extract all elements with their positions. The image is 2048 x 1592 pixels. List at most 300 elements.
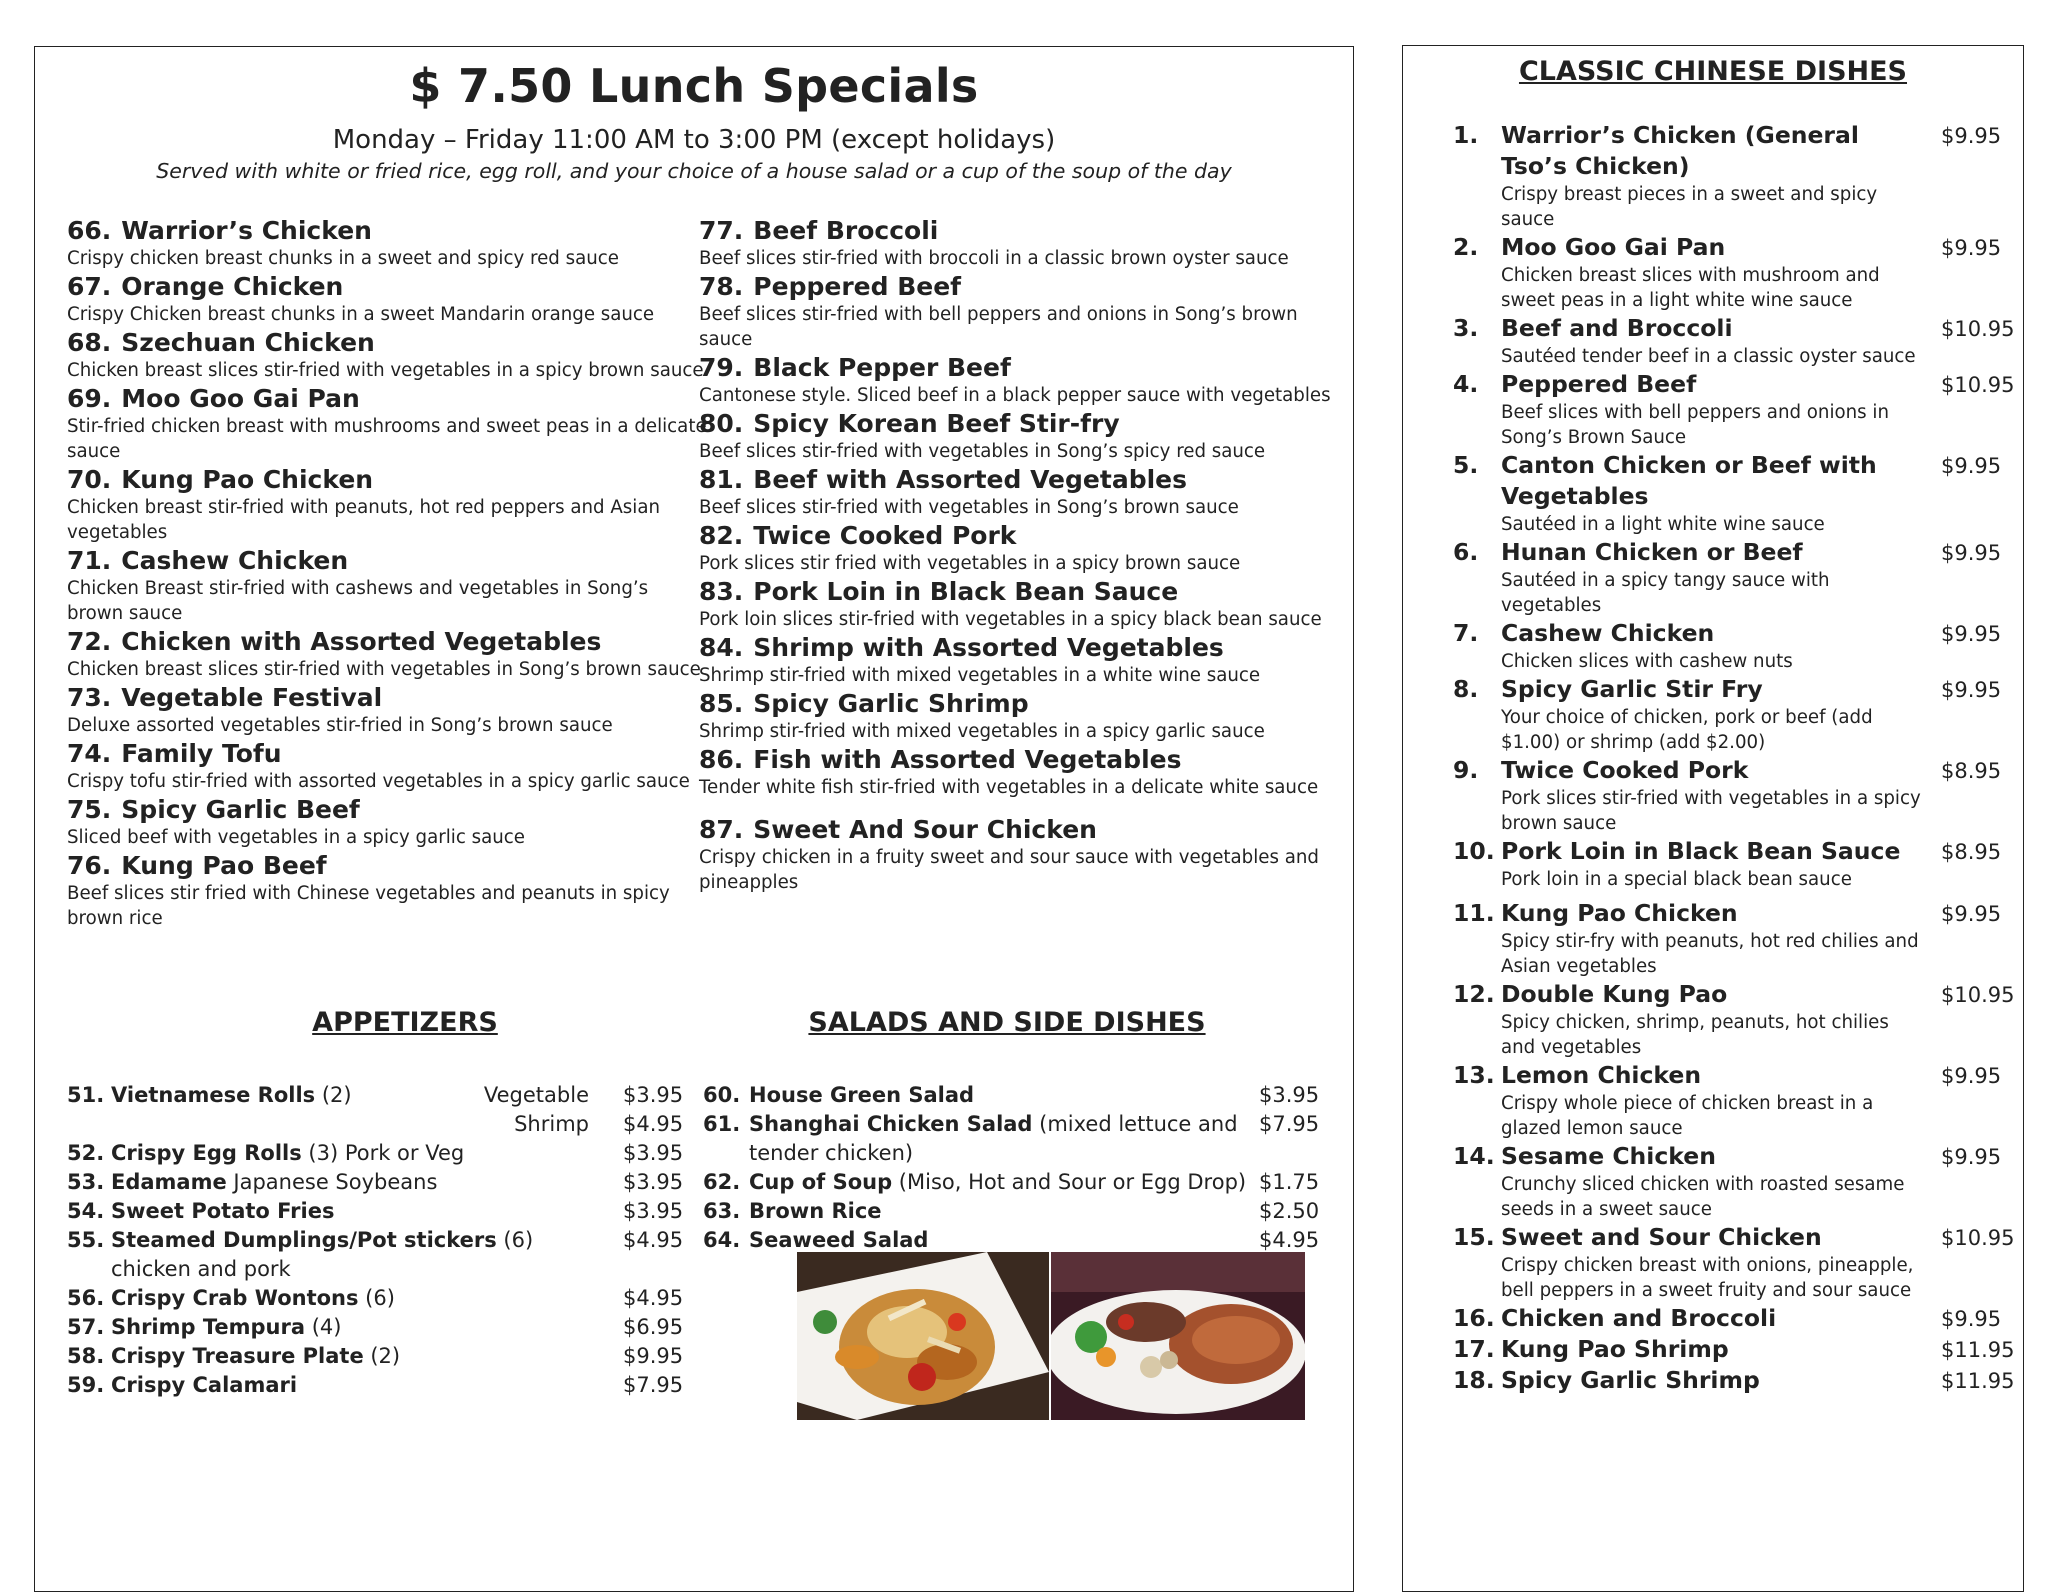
item-number: 16. <box>1453 1304 1495 1332</box>
item-price: $4.95 <box>1259 1228 1320 1252</box>
item-description: Beef slices stir-fried with vegetables in Song’s spicy red sauce <box>699 441 1266 462</box>
lunch-special-title <box>67 545 707 576</box>
classic-dish-item <box>1453 1141 2013 1222</box>
classic-dish-item <box>1453 1222 2013 1303</box>
item-description: Shrimp stir-fried with mixed vegetables in a white wine sauce <box>699 665 1261 686</box>
item-name: Peppered Beef <box>753 272 962 301</box>
item-number: 9. <box>1453 756 1479 784</box>
salads-list <box>703 1081 1323 1255</box>
item-name: Sweet And Sour Chicken <box>753 815 1097 844</box>
lunch-special-item <box>699 520 1349 576</box>
item-name: Spicy Garlic Shrimp <box>753 689 1029 718</box>
item-description: Beef slices stir-fried with vegetables in Song’s brown sauce <box>699 497 1239 518</box>
lunch-special-title <box>67 626 707 657</box>
item-description: Beef slices stir-fried with bell peppers and onions in Song’s brown sauce <box>699 304 1298 350</box>
lunch-special-title <box>699 814 1349 845</box>
item-price: $3.95 <box>1259 1083 1320 1107</box>
item-name: Spicy Garlic Shrimp <box>1501 1366 1760 1394</box>
lunch-special-title <box>699 408 1349 439</box>
lunch-specials-panel <box>34 46 1354 1592</box>
lunch-special-item <box>67 738 707 794</box>
item-extra: (2) <box>363 1344 401 1368</box>
item-text <box>111 1081 352 1110</box>
item-number: 66. <box>67 216 112 245</box>
item-name: Szechuan Chicken <box>121 328 375 357</box>
lunch-special-item <box>67 682 707 738</box>
classic-dish-item <box>1453 898 2013 979</box>
item-name: Kung Pao Beef <box>121 851 327 880</box>
item-number: 18. <box>1453 1366 1495 1394</box>
item-name: Canton Chicken or Beef with Vegetables <box>1501 451 1877 510</box>
item-name: Twice Cooked Pork <box>1501 756 1749 784</box>
appetizer-row <box>67 1081 687 1110</box>
item-text <box>111 1371 297 1400</box>
item-extra: tender chicken) <box>749 1141 914 1165</box>
classic-dish-item <box>1453 450 2013 537</box>
item-description: Chicken breast slices stir-fried with vegetables in Song’s brown sauce <box>67 659 701 680</box>
item-name: Kung Pao Chicken <box>121 465 374 494</box>
item-description: Pork slices stir fried with vegetables in a spicy brown sauce <box>699 553 1241 574</box>
item-variant: Vegetable <box>483 1083 589 1107</box>
item-price: $3.95 <box>623 1170 684 1194</box>
item-price: $9.95 <box>1941 678 2002 702</box>
lunch-special-title <box>699 688 1349 719</box>
lunch-special-item <box>699 744 1349 800</box>
appetizers-heading: APPETIZERS <box>312 1007 498 1038</box>
lunch-special-title <box>699 215 1349 246</box>
item-name: Seaweed Salad <box>749 1228 929 1252</box>
glazed-fish-photo <box>1051 1252 1305 1420</box>
item-number: 10. <box>1453 837 1495 865</box>
item-number: 5. <box>1453 451 1479 479</box>
item-name: Pork Loin in Black Bean Sauce <box>1501 837 1901 865</box>
item-price: $8.95 <box>1941 759 2002 783</box>
item-price: $4.95 <box>623 1112 684 1136</box>
item-number: 51. <box>67 1083 105 1107</box>
item-number: 60. <box>703 1083 741 1107</box>
lunch-special-title <box>699 464 1349 495</box>
item-name: Family Tofu <box>121 739 282 768</box>
lunch-special-title <box>67 271 707 302</box>
item-name: Moo Goo Gai Pan <box>121 384 360 413</box>
item-text <box>749 1168 1246 1197</box>
item-number: 4. <box>1453 370 1479 398</box>
item-description: Beef slices stir fried with Chinese vegetables and peanuts in spicy brown rice <box>67 883 670 929</box>
item-text <box>111 1139 464 1168</box>
lunch-special-item <box>699 215 1349 271</box>
lunch-special-item <box>67 215 707 271</box>
item-number: 84. <box>699 633 744 662</box>
lunch-special-item <box>699 688 1349 744</box>
salads-heading: SALADS AND SIDE DISHES <box>808 1007 1206 1038</box>
item-number: 8. <box>1453 675 1479 703</box>
item-number: 1. <box>1453 121 1479 149</box>
item-text <box>749 1110 1238 1139</box>
item-name: Vietnamese Rolls <box>111 1083 316 1107</box>
item-description: Crispy breast pieces in a sweet and spicy sauce <box>1501 184 1878 230</box>
classic-dish-item <box>1453 755 2013 836</box>
item-extra: (2) <box>315 1083 352 1107</box>
classic-dish-item <box>1453 1334 2013 1365</box>
item-description: Spicy chicken, shrimp, peanuts, hot chilies and vegetables <box>1501 1012 1889 1058</box>
classic-dish-item <box>1453 1303 2013 1334</box>
item-extra: Japanese Soybeans <box>226 1170 438 1194</box>
lunch-special-title <box>699 352 1349 383</box>
item-extra: (6) <box>358 1286 395 1310</box>
item-extra: (mixed lettuce and <box>1032 1112 1238 1136</box>
lunch-special-title <box>67 464 707 495</box>
item-text <box>111 1226 533 1255</box>
item-number: 17. <box>1453 1335 1495 1363</box>
classic-dishes-heading: CLASSIC CHINESE DISHES <box>1518 56 1908 87</box>
lunch-special-item <box>699 632 1349 688</box>
item-name: Cashew Chicken <box>1501 619 1715 647</box>
item-number: 77. <box>699 216 744 245</box>
item-description: Crispy Chicken breast chunks in a sweet Mandarin orange sauce <box>67 304 655 325</box>
item-number: 14. <box>1453 1142 1495 1170</box>
specials-left-column <box>67 215 707 931</box>
item-number: 69. <box>67 384 112 413</box>
item-price: $10.95 <box>1941 983 2015 1007</box>
appetizer-row <box>67 1226 687 1255</box>
item-description: Spicy stir-fry with peanuts, hot red chilies and Asian vegetables <box>1501 931 1919 977</box>
item-price: $8.95 <box>1941 840 2002 864</box>
classic-dishes-panel <box>1402 45 2024 1592</box>
item-name: Beef with Assorted Vegetables <box>753 465 1187 494</box>
item-text <box>111 1313 341 1342</box>
item-number: 3. <box>1453 314 1479 342</box>
appetizer-row <box>67 1284 687 1313</box>
item-number: 6. <box>1453 538 1479 566</box>
lunch-special-item <box>67 271 707 327</box>
item-description: Your choice of chicken, pork or beef (add $1.00) or shrimp (add $2.00) <box>1501 707 1873 753</box>
item-price: $9.95 <box>1941 124 2002 148</box>
appetizer-row <box>67 1197 687 1226</box>
classic-dish-item <box>1453 618 2013 674</box>
item-name: House Green Salad <box>749 1083 975 1107</box>
item-number: 2. <box>1453 233 1479 261</box>
item-name: Crispy Crab Wontons <box>111 1286 359 1310</box>
item-text <box>111 1168 437 1197</box>
lunch-special-title <box>699 744 1349 775</box>
lunch-special-title <box>67 327 707 358</box>
item-price: $10.95 <box>1941 317 2015 341</box>
lunch-specials-title: $ 7.50 Lunch Specials <box>409 59 979 113</box>
appetizer-row <box>67 1371 687 1400</box>
item-number: 86. <box>699 745 744 774</box>
item-price: $10.95 <box>1941 1226 2015 1250</box>
lunch-special-title <box>67 682 707 713</box>
appetizer-row <box>67 1313 687 1342</box>
item-name: Shanghai Chicken Salad <box>749 1112 1033 1136</box>
salad-row <box>703 1226 1323 1255</box>
item-name: Kung Pao Chicken <box>1501 899 1738 927</box>
item-name: Steamed Dumplings/Pot stickers <box>111 1228 497 1252</box>
item-name: Spicy Korean Beef Stir-fry <box>753 409 1120 438</box>
item-price: $3.95 <box>623 1141 684 1165</box>
item-description: Pork loin in a special black bean sauce <box>1501 869 1852 890</box>
item-price: $1.75 <box>1259 1170 1320 1194</box>
lunch-note: Served with white or fried rice, egg roll, and your choice of a house salad or a cup of the soup of the day <box>156 159 1232 183</box>
classic-dish-item <box>1453 1060 2013 1141</box>
lunch-special-item <box>67 327 707 383</box>
stir-fry-photo <box>797 1252 1049 1420</box>
item-description: Crispy tofu stir-fried with assorted vegetables in a spicy garlic sauce <box>67 771 690 792</box>
appetizer-row <box>67 1342 687 1371</box>
classic-dishes-list <box>1453 120 2013 1396</box>
salad-row <box>703 1081 1323 1110</box>
item-name: Shrimp with Assorted Vegetables <box>753 633 1224 662</box>
salad-row <box>703 1168 1323 1197</box>
item-description: Chicken breast stir-fried with peanuts, hot red peppers and Asian vegetables <box>67 497 661 543</box>
item-name: Sweet and Sour Chicken <box>1501 1223 1822 1251</box>
lunch-special-item <box>67 464 707 545</box>
item-number: 68. <box>67 328 112 357</box>
item-name: Peppered Beef <box>1501 370 1697 398</box>
item-description: Sautéed tender beef in a classic oyster sauce <box>1501 346 1916 367</box>
item-number: 64. <box>703 1228 741 1252</box>
item-number: 87. <box>699 815 744 844</box>
item-text <box>749 1081 974 1110</box>
item-text <box>111 1197 334 1226</box>
item-name: Chicken with Assorted Vegetables <box>121 627 602 656</box>
item-price: $11.95 <box>1941 1369 2015 1393</box>
classic-dish-item <box>1453 313 2013 369</box>
lunch-special-item <box>699 408 1349 464</box>
item-description: Tender white fish stir-fried with vegetables in a delicate white sauce <box>699 777 1319 798</box>
item-description: Chicken Breast stir-fried with cashews and vegetables in Song’s brown sauce <box>67 578 649 624</box>
item-name: Spicy Garlic Stir Fry <box>1501 675 1763 703</box>
salad-row <box>703 1139 1323 1168</box>
item-name: Beef Broccoli <box>753 216 939 245</box>
item-description: Chicken slices with cashew nuts <box>1501 651 1793 672</box>
item-name: Orange Chicken <box>121 272 344 301</box>
item-price: $9.95 <box>1941 454 2002 478</box>
item-text <box>111 1255 291 1284</box>
lunch-special-item <box>699 352 1349 408</box>
item-number: 63. <box>703 1199 741 1223</box>
lunch-special-item <box>699 814 1349 895</box>
lunch-hours: Monday – Friday 11:00 AM to 3:00 PM (except holidays) <box>332 125 1056 155</box>
item-number: 82. <box>699 521 744 550</box>
lunch-special-title <box>67 850 707 881</box>
item-price: $9.95 <box>623 1344 684 1368</box>
item-price: $9.95 <box>1941 622 2002 646</box>
item-number: 12. <box>1453 980 1495 1008</box>
item-name: Beef and Broccoli <box>1501 314 1733 342</box>
item-number: 83. <box>699 577 744 606</box>
item-extra: (3) Pork or Veg <box>301 1141 465 1165</box>
classic-dish-item <box>1453 537 2013 618</box>
item-description: Chicken breast slices stir-fried with vegetables in a spicy brown sauce <box>67 360 704 381</box>
item-number: 74. <box>67 739 112 768</box>
item-number: 54. <box>67 1199 105 1223</box>
item-number: 81. <box>699 465 744 494</box>
item-price: $3.95 <box>623 1199 684 1223</box>
lunch-special-title <box>67 794 707 825</box>
classic-dish-item <box>1453 674 2013 755</box>
item-description: Sliced beef with vegetables in a spicy garlic sauce <box>67 827 525 848</box>
item-name: Moo Goo Gai Pan <box>1501 233 1726 261</box>
lunch-special-item <box>67 383 707 464</box>
item-number: 75. <box>67 795 112 824</box>
lunch-special-item <box>699 576 1349 632</box>
lunch-special-item <box>67 794 707 850</box>
item-description: Crunchy sliced chicken with roasted sesame seeds in a sweet sauce <box>1501 1174 1905 1220</box>
item-name: Warrior’s Chicken (General Tso’s Chicken) <box>1501 121 1859 180</box>
item-number: 13. <box>1453 1061 1495 1089</box>
item-name: Twice Cooked Pork <box>753 521 1017 550</box>
item-name: Shrimp Tempura <box>111 1315 306 1339</box>
item-number: 52. <box>67 1141 105 1165</box>
appetizer-row <box>67 1255 687 1284</box>
item-name: Sweet Potato Fries <box>111 1199 335 1223</box>
item-text <box>749 1197 882 1226</box>
item-description: Chicken breast slices with mushroom and sweet peas in a light white wine sauce <box>1501 265 1880 311</box>
item-name: Fish with Assorted Vegetables <box>753 745 1182 774</box>
lunch-special-title <box>67 215 707 246</box>
item-price: $9.95 <box>1941 1145 2002 1169</box>
lunch-special-item <box>67 545 707 626</box>
item-price: $9.95 <box>1941 1064 2002 1088</box>
item-name: Pork Loin in Black Bean Sauce <box>753 577 1179 606</box>
item-price: $4.95 <box>623 1228 684 1252</box>
item-price: $3.95 <box>623 1083 684 1107</box>
item-number: 85. <box>699 689 744 718</box>
item-description: Deluxe assorted vegetables stir-fried in Song’s brown sauce <box>67 715 613 736</box>
item-name: Crispy Calamari <box>111 1373 298 1397</box>
item-number: 73. <box>67 683 112 712</box>
item-number: 76. <box>67 851 112 880</box>
item-extra: (4) <box>305 1315 342 1339</box>
item-number: 11. <box>1453 899 1495 927</box>
specials-right-column <box>699 215 1349 895</box>
item-name: Crispy Egg Rolls <box>111 1141 302 1165</box>
item-number: 56. <box>67 1286 105 1310</box>
lunch-special-title <box>699 271 1349 302</box>
item-number: 53. <box>67 1170 105 1194</box>
item-description: Beef slices stir-fried with broccoli in a classic brown oyster sauce <box>699 248 1289 269</box>
item-price: $9.95 <box>1941 902 2002 926</box>
item-description: Crispy whole piece of chicken breast in a glazed lemon sauce <box>1501 1093 1874 1139</box>
item-name: Crispy Treasure Plate <box>111 1344 364 1368</box>
item-number: 70. <box>67 465 112 494</box>
lunch-special-title <box>699 632 1349 663</box>
item-number: 71. <box>67 546 112 575</box>
item-number: 58. <box>67 1344 105 1368</box>
item-name: Hunan Chicken or Beef <box>1501 538 1803 566</box>
item-number: 7. <box>1453 619 1479 647</box>
item-name: Cashew Chicken <box>121 546 349 575</box>
item-price: $11.95 <box>1941 1338 2015 1362</box>
item-description: Beef slices with bell peppers and onions in Song’s Brown Sauce <box>1501 402 1890 448</box>
item-name: Cup of Soup <box>749 1170 893 1194</box>
item-name: Lemon Chicken <box>1501 1061 1702 1089</box>
item-name: Double Kung Pao <box>1501 980 1728 1008</box>
item-price: $10.95 <box>1941 373 2015 397</box>
lunch-special-title <box>699 576 1349 607</box>
item-description: Shrimp stir-fried with mixed vegetables in a spicy garlic sauce <box>699 721 1265 742</box>
item-description: Crispy chicken breast chunks in a sweet and spicy red sauce <box>67 248 619 269</box>
item-number: 79. <box>699 353 744 382</box>
item-description: Pork loin slices stir-fried with vegetables in a spicy black bean sauce <box>699 609 1322 630</box>
item-extra: (Miso, Hot and Sour or Egg Drop) <box>892 1170 1247 1194</box>
lunch-special-item <box>67 850 707 931</box>
item-price: $6.95 <box>623 1315 684 1339</box>
item-number: 62. <box>703 1170 741 1194</box>
item-price: $9.95 <box>1941 541 2002 565</box>
item-description: Crispy chicken in a fruity sweet and sour sauce with vegetables and pineapples <box>699 847 1319 893</box>
item-price: $4.95 <box>623 1286 684 1310</box>
classic-dish-item <box>1453 836 2013 892</box>
item-description: Pork slices stir-fried with vegetables in a spicy brown sauce <box>1501 788 1921 834</box>
item-description: Sautéed in a light white wine sauce <box>1501 514 1825 535</box>
item-text <box>111 1284 395 1313</box>
item-name: Chicken and Broccoli <box>1501 1304 1777 1332</box>
lunch-special-item <box>699 464 1349 520</box>
item-price: $2.50 <box>1259 1199 1320 1223</box>
item-name: Kung Pao Shrimp <box>1501 1335 1729 1363</box>
item-extra: (6) <box>496 1228 534 1252</box>
item-name: Sesame Chicken <box>1501 1142 1716 1170</box>
item-name: Spicy Garlic Beef <box>121 795 360 824</box>
item-number: 80. <box>699 409 744 438</box>
item-price: $7.95 <box>1259 1112 1320 1136</box>
item-number: 15. <box>1453 1223 1495 1251</box>
item-name: Brown Rice <box>749 1199 882 1223</box>
classic-dish-item <box>1453 232 2013 313</box>
lunch-special-title <box>67 738 707 769</box>
lunch-special-item <box>699 271 1349 352</box>
item-price: $9.95 <box>1941 1307 2002 1331</box>
appetizers-list <box>67 1081 687 1400</box>
item-number: 61. <box>703 1112 741 1136</box>
item-description: Stir-fried chicken breast with mushrooms and sweet peas in a delicate sauce <box>67 416 707 462</box>
item-price: $9.95 <box>1941 236 2002 260</box>
appetizer-row <box>67 1139 687 1168</box>
item-name: Vegetable Festival <box>121 683 383 712</box>
item-number: 59. <box>67 1373 105 1397</box>
salad-row <box>703 1110 1323 1139</box>
item-variant: Shrimp <box>514 1112 589 1136</box>
appetizer-row <box>67 1168 687 1197</box>
lunch-special-title <box>67 383 707 414</box>
classic-dish-item <box>1453 979 2013 1060</box>
classic-dish-item <box>1453 369 2013 450</box>
item-number: 72. <box>67 627 112 656</box>
item-description: Cantonese style. Sliced beef in a black pepper sauce with vegetables <box>699 385 1331 406</box>
item-number: 78. <box>699 272 744 301</box>
classic-dish-item <box>1453 1365 2013 1396</box>
salad-row <box>703 1197 1323 1226</box>
item-text <box>111 1342 400 1371</box>
item-description: Sautéed in a spicy tangy sauce with vegetables <box>1501 570 1830 616</box>
item-description: Crispy chicken breast with onions, pineapple, bell peppers in a sweet fruity and sour sauce <box>1501 1255 1914 1301</box>
appetizer-row <box>67 1110 687 1139</box>
item-name: Edamame <box>111 1170 227 1194</box>
item-text <box>749 1226 928 1255</box>
item-number: 55. <box>67 1228 105 1252</box>
item-number: 67. <box>67 272 112 301</box>
lunch-special-title <box>699 520 1349 551</box>
item-text <box>749 1139 913 1168</box>
item-name: Black Pepper Beef <box>753 353 1011 382</box>
classic-dish-item <box>1453 120 2013 232</box>
item-extra: chicken and pork <box>111 1257 291 1281</box>
item-number: 57. <box>67 1315 105 1339</box>
item-price: $7.95 <box>623 1373 684 1397</box>
lunch-special-item <box>67 626 707 682</box>
